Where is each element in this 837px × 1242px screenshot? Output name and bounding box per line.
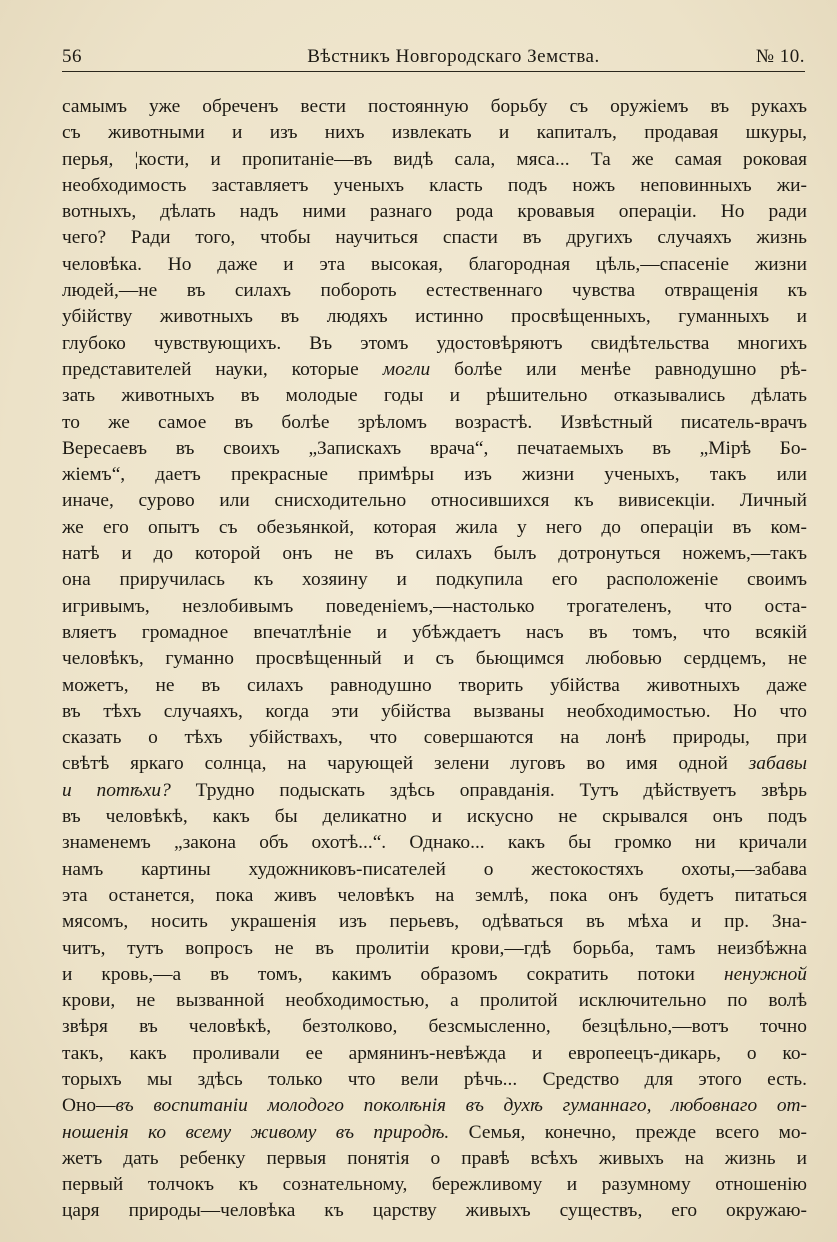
text-line: крови, не вызванной необходимостью, а пролитой исключительно по волѣ	[62, 990, 807, 1012]
emphasis: забавы	[748, 753, 807, 775]
running-header	[62, 44, 805, 72]
journal-title: Вѣстникъ Новгородскаго Земства.	[307, 46, 600, 67]
text-line: знаменемъ „закона объ охотѣ...“. Однако... какъ бы громко ни кричали	[62, 832, 807, 854]
text-line: звѣря въ человѣкѣ, безтолково, безсмысленно, безцѣльно,—вотъ точно	[62, 1016, 807, 1038]
text-line: необходимость заставляетъ ученыхъ класть подъ ножъ неповинныхъ жи-	[62, 174, 807, 196]
text-line: же его опытъ съ обезьянкой, которая жила у него до операціи въ ком-	[62, 516, 807, 538]
text-line: такъ, какъ проливали ее армянинъ-невѣжда и европеецъ-дикарь, о ко-	[62, 1042, 807, 1064]
text-line: жетъ дать ребенку первыя понятія о правѣ всѣхъ живыхъ на жизнь и	[62, 1147, 807, 1169]
text-line: съ животными и изъ нихъ извлекать и капиталъ, продавая шкуры,	[62, 122, 807, 144]
text-line: жіемъ“, даетъ прекрасные примѣры изъ жизни ученыхъ, такъ или	[62, 464, 807, 486]
emphasis: ненужной	[723, 963, 807, 985]
text-line: и кровь,—а въ томъ, какимъ образомъ сократить потоки ненужной	[62, 963, 807, 985]
text-line: то же самое въ болѣе зрѣломъ возрастѣ. Извѣстный писатель-врачъ	[62, 411, 807, 433]
text-line: самымъ уже обреченъ вести постоянную борьбу съ оружіемъ въ рукахъ	[62, 96, 807, 117]
text-line: чего? Ради того, чтобы научиться спасти въ другихъ случаяхъ жизнь	[62, 227, 807, 249]
text-line: Оно—въ воспитаніи молодого поколѣнія въ духѣ гуманнаго, любовнаго от-	[62, 1095, 807, 1117]
text-line: царя природы—человѣка къ царству живыхъ существъ, его окружаю-	[62, 1200, 807, 1222]
text-line: можетъ, не въ силахъ равнодушно творить убійства животныхъ даже	[62, 674, 807, 696]
text-line: иначе, сурово или снисходительно относившихся къ вивисекціи. Личный	[62, 490, 807, 512]
text-line: натѣ и до которой онъ не въ силахъ былъ дотронуться ножемъ,—такъ	[62, 543, 807, 565]
text-line: въ человѣкѣ, какъ бы деликатно и искусно не скрывался онъ подъ	[62, 806, 807, 828]
emphasis: и потѣхи?	[62, 779, 171, 801]
text-line: зать животныхъ въ молодые годы и рѣшительно отказывались дѣлать	[62, 385, 807, 407]
text-line: людей,—не въ силахъ побороть естественнаго чувства отвращенія къ	[62, 280, 807, 302]
text-line: человѣкъ, гуманно просвѣщенный и съ бьющимся любовью сердцемъ, не	[62, 648, 807, 670]
text-line: мясомъ, носить украшенія изъ перьевъ, одѣваться въ мѣха и пр. Зна-	[62, 911, 807, 933]
emphasis: въ воспитаніи молодого поколѣнія въ духѣ гуманнаго, любовнаго от-	[115, 1095, 807, 1117]
text-line: въ тѣхъ случаяхъ, когда эти убійства вызваны необходимостью. Но что	[62, 700, 807, 722]
text-line: вотныхъ, дѣлать надъ ними разнаго рода кровавыя операціи. Но ради	[62, 201, 807, 223]
header-rule	[62, 71, 805, 72]
text-line: она приручилась къ хозяину и подкупила его расположеніе своимъ	[62, 569, 807, 591]
text-line: эта останется, пока живъ человѣкъ на землѣ, пока онъ будетъ питаться	[62, 884, 807, 906]
issue-number: № 10.	[755, 46, 805, 67]
text-line: читъ, тутъ вопросъ не въ пролитіи крови,—гдѣ борьба, тамъ неизбѣжна	[62, 937, 807, 959]
text-line: вляетъ громадное впечатлѣніе и убѣждаетъ насъ въ томъ, что всякій	[62, 621, 807, 643]
text-line: Вересаевъ въ своихъ „Запискахъ врача“, печатаемыхъ въ „Мірѣ Бо-	[62, 437, 807, 459]
emphasis: ношенія ко всему живому въ природѣ.	[62, 1121, 450, 1143]
text-line: убійству животныхъ въ людяхъ истинно просвѣщенныхъ, гуманныхъ и	[62, 306, 807, 328]
text-line: намъ картины художниковъ-писателей о жестокостяхъ охоты,—забава	[62, 858, 807, 880]
text-line: свѣтѣ яркаго солнца, на чарующей зелени луговъ во имя одной забавы	[62, 753, 807, 775]
text-line: торыхъ мы здѣсь только что вели рѣчь... Средство для этого есть.	[62, 1068, 807, 1090]
text-line: и потѣхи? Трудно подыскать здѣсь оправданія. Тутъ дѣйствуетъ звѣрь	[62, 779, 807, 801]
text-line: первый толчокъ къ сознательному, бережливому и разумному отношенію	[62, 1174, 807, 1196]
emphasis: могли	[382, 358, 431, 380]
page-number: 56	[62, 46, 82, 67]
text-line: сказать о тѣхъ убійствахъ, что совершаются на лонѣ природы, при	[62, 727, 807, 749]
text-line: ношенія ко всему живому въ природѣ. Семья, конечно, прежде всего мо-	[62, 1121, 807, 1143]
text-line: человѣка. Но даже и эта высокая, благородная цѣль,—спасеніе жизни	[62, 253, 807, 275]
text-line: игривымъ, незлобивымъ поведеніемъ,—настолько трогателенъ, что оста-	[62, 595, 807, 617]
text-line: глубоко чувствующихъ. Въ этомъ удостовѣряютъ свидѣтельства многихъ	[62, 332, 807, 354]
text-line: представителей науки, которые могли болѣе или менѣе равнодушно рѣ-	[62, 358, 807, 380]
text-line: перья, ¦кости, и пропитаніе—въ видѣ сала, мяса... Та же самая роковая	[62, 148, 807, 170]
body-text	[62, 94, 807, 1225]
